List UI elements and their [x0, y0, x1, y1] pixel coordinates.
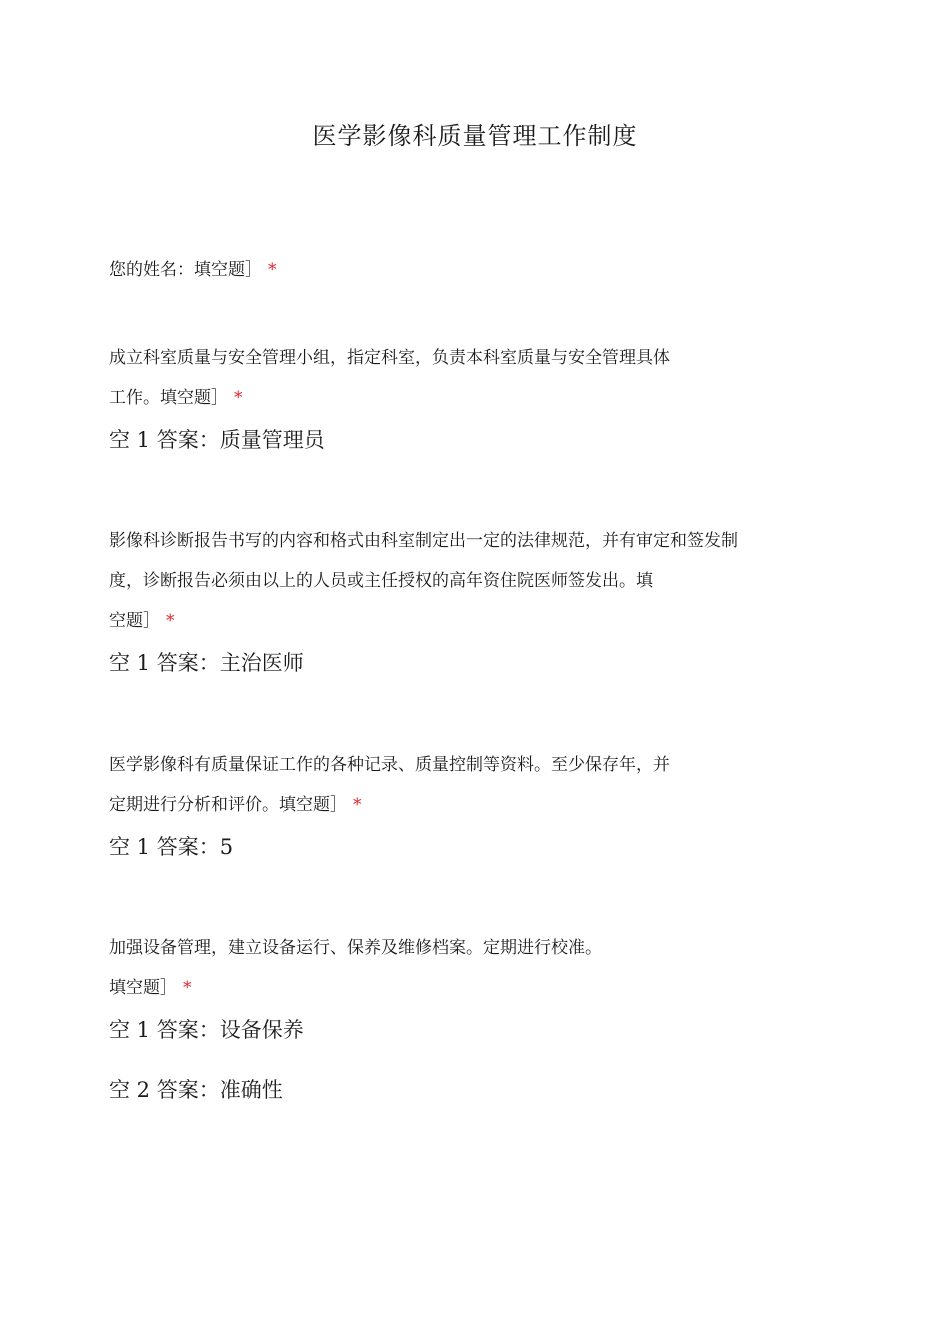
question-text: 您的姓名：填空题］: [109, 260, 262, 280]
question-4-line-1: 加强设备管理，建立设备运行、保养及维修档案。定期进行校准。: [109, 938, 602, 958]
required-asterisk: *: [234, 388, 243, 408]
question-3-line-2: [109, 793, 362, 817]
required-asterisk: *: [166, 611, 175, 631]
question-2-answer-1: 空 1 答案：主治医师: [109, 651, 304, 675]
question-name-label: [109, 258, 277, 282]
question-text: 空题］: [109, 611, 160, 631]
question-text: 工作。填空题］: [109, 388, 228, 408]
question-4-answer-2: 空 2 答案：准确性: [109, 1078, 283, 1102]
question-1-line-1: 成立科室质量与安全管理小组，指定科室，负责本科室质量与安全管理具体: [109, 348, 670, 368]
question-2-line-2: 度，诊断报告必须由以上的人员或主任授权的高年资住院医师签发出。填: [109, 571, 653, 591]
required-asterisk: *: [268, 260, 277, 280]
question-2-line-3: [109, 609, 175, 633]
question-text: 填空题］: [109, 978, 177, 998]
question-4-line-2: [109, 976, 192, 1000]
required-asterisk: *: [183, 978, 192, 998]
question-4-answer-1: 空 1 答案：设备保养: [109, 1018, 304, 1042]
page-title: 医学影像科质量管理工作制度: [312, 122, 638, 150]
question-1-answer-1: 空 1 答案：质量管理员: [109, 428, 325, 452]
question-1-line-2: [109, 386, 243, 410]
question-2-line-1: 影像科诊断报告书写的内容和格式由科室制定出一定的法律规范，并有审定和签发制: [109, 531, 738, 551]
question-text: 定期进行分析和评价。填空题］: [109, 795, 347, 815]
required-asterisk: *: [353, 795, 362, 815]
question-3-line-1: 医学影像科有质量保证工作的各种记录、质量控制等资料。至少保存年，并: [109, 755, 670, 775]
question-3-answer-1: 空 1 答案：5: [109, 835, 234, 859]
